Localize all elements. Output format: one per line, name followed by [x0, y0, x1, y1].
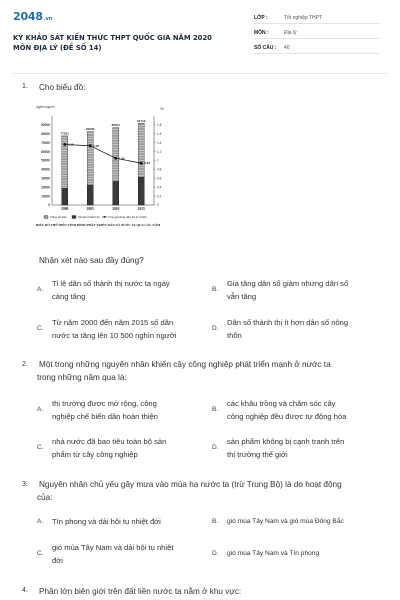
x-tick-label: 2015 — [137, 207, 145, 211]
y2-axis-label: % — [160, 106, 164, 111]
question-number: 4. — [22, 587, 28, 594]
y2-tick-label: 0.8 — [157, 167, 162, 172]
rate-point — [89, 145, 92, 148]
legend-swatch — [44, 216, 48, 219]
header-divider — [13, 73, 387, 74]
rate-label: 1.36 — [67, 142, 74, 147]
rate-label: 1.33 — [93, 143, 100, 148]
question-text: Cho biểu đồ: — [39, 83, 86, 92]
x-tick-label: 2005 — [86, 207, 94, 211]
y-tick-label: 50000 — [41, 158, 50, 163]
question-text: Một trong những nguyên nhân khiến cây công nghiệp phát triển mạnh ở nước ta trong những năm qua là: — [37, 360, 331, 382]
exam-title: KỲ KHẢO SÁT KIẾN THỨC THPT QUỐC GIA NĂM 2020 MÔN ĐỊA LÝ (ĐỀ SỐ 14) — [13, 34, 212, 52]
y2-tick-label: 1.6 — [157, 132, 162, 136]
legend-swatch — [72, 216, 76, 219]
rate-line — [65, 144, 142, 163]
legend-label: Tỉ lệ gia tăng dân số tự nhiên — [108, 215, 147, 219]
bar-total-label: 82392 — [86, 127, 95, 132]
question-prompt: Nhận xét nào sau đây đúng? — [39, 256, 144, 265]
site-logo[interactable]: 2048.vn — [13, 10, 52, 23]
population-chart — [36, 102, 196, 247]
y-tick-label: 80000 — [41, 132, 50, 136]
rate-label: 1.05 — [118, 156, 125, 161]
y-tick-label: 20000 — [41, 185, 50, 190]
rate-point — [114, 157, 117, 160]
rate-label: 0.94 — [144, 161, 151, 166]
y2-tick-label: 1.4 — [157, 140, 162, 145]
y2-tick-label: 0 — [157, 203, 159, 208]
meta-question-count: SỐ CÂU : 40 — [254, 42, 380, 54]
exam-header — [0, 0, 400, 72]
bar-urban — [87, 185, 93, 205]
y-tick-label: 60000 — [41, 149, 50, 154]
bar-total-label: 77631 — [60, 131, 69, 136]
legend-marker — [104, 216, 106, 218]
y-tick-label: 30000 — [41, 176, 50, 181]
question-text: Phần lớn biên giới trên đất liền nước ta nằm ở khu vực: — [39, 587, 242, 596]
y2-tick-label: 0.4 — [157, 185, 162, 190]
x-tick-label: 2010 — [112, 207, 120, 211]
y2-tick-label: 1.2 — [157, 149, 162, 154]
bar-urban — [138, 177, 144, 205]
y-tick-label: 70000 — [41, 140, 50, 145]
meta-class: LỚP : Tốt nghiệp THPT — [254, 12, 380, 24]
legend-label: Số dân thành thị — [78, 215, 100, 219]
rate-point — [140, 162, 143, 165]
y-tick-label: 0 — [48, 203, 50, 208]
bar-total-label: 86947 — [111, 123, 120, 128]
x-tick-label: 2000 — [61, 207, 69, 211]
bar-urban — [62, 188, 68, 205]
y2-tick-label: 1 — [157, 158, 159, 163]
question-number: 1. — [22, 83, 28, 90]
y-tick-label: 10000 — [41, 194, 50, 199]
bar-urban — [113, 181, 119, 205]
meta-subject: MÔN : Địa lý — [254, 27, 380, 39]
y-axis-label: nghìn người — [36, 105, 55, 109]
y-tick-label: 40000 — [41, 167, 50, 172]
question-number: 2. — [22, 361, 28, 368]
bar-total-label: 91713 — [137, 118, 146, 123]
legend-label: Tổng số dân — [50, 215, 67, 219]
y-tick-label: 90000 — [41, 123, 50, 128]
y2-tick-label: 0.6 — [157, 176, 162, 181]
question-text: Nguyên nhân chủ yếu gây mưa vào mùa hạ nước ta (trừ Trung Bộ) là do hoạt động của: — [37, 480, 342, 502]
y2-tick-label: 1.8 — [157, 123, 162, 128]
chart-title: BIỂU ĐỒ THỂ HIỆN TÌNH HÌNH PHÁT TRIỂN DÂN SỐ NƯỚC TA QUA CÁC NĂM — [36, 223, 161, 227]
rate-point — [63, 143, 66, 146]
y2-tick-label: 0.2 — [157, 194, 162, 199]
question-number: 3. — [22, 481, 28, 488]
